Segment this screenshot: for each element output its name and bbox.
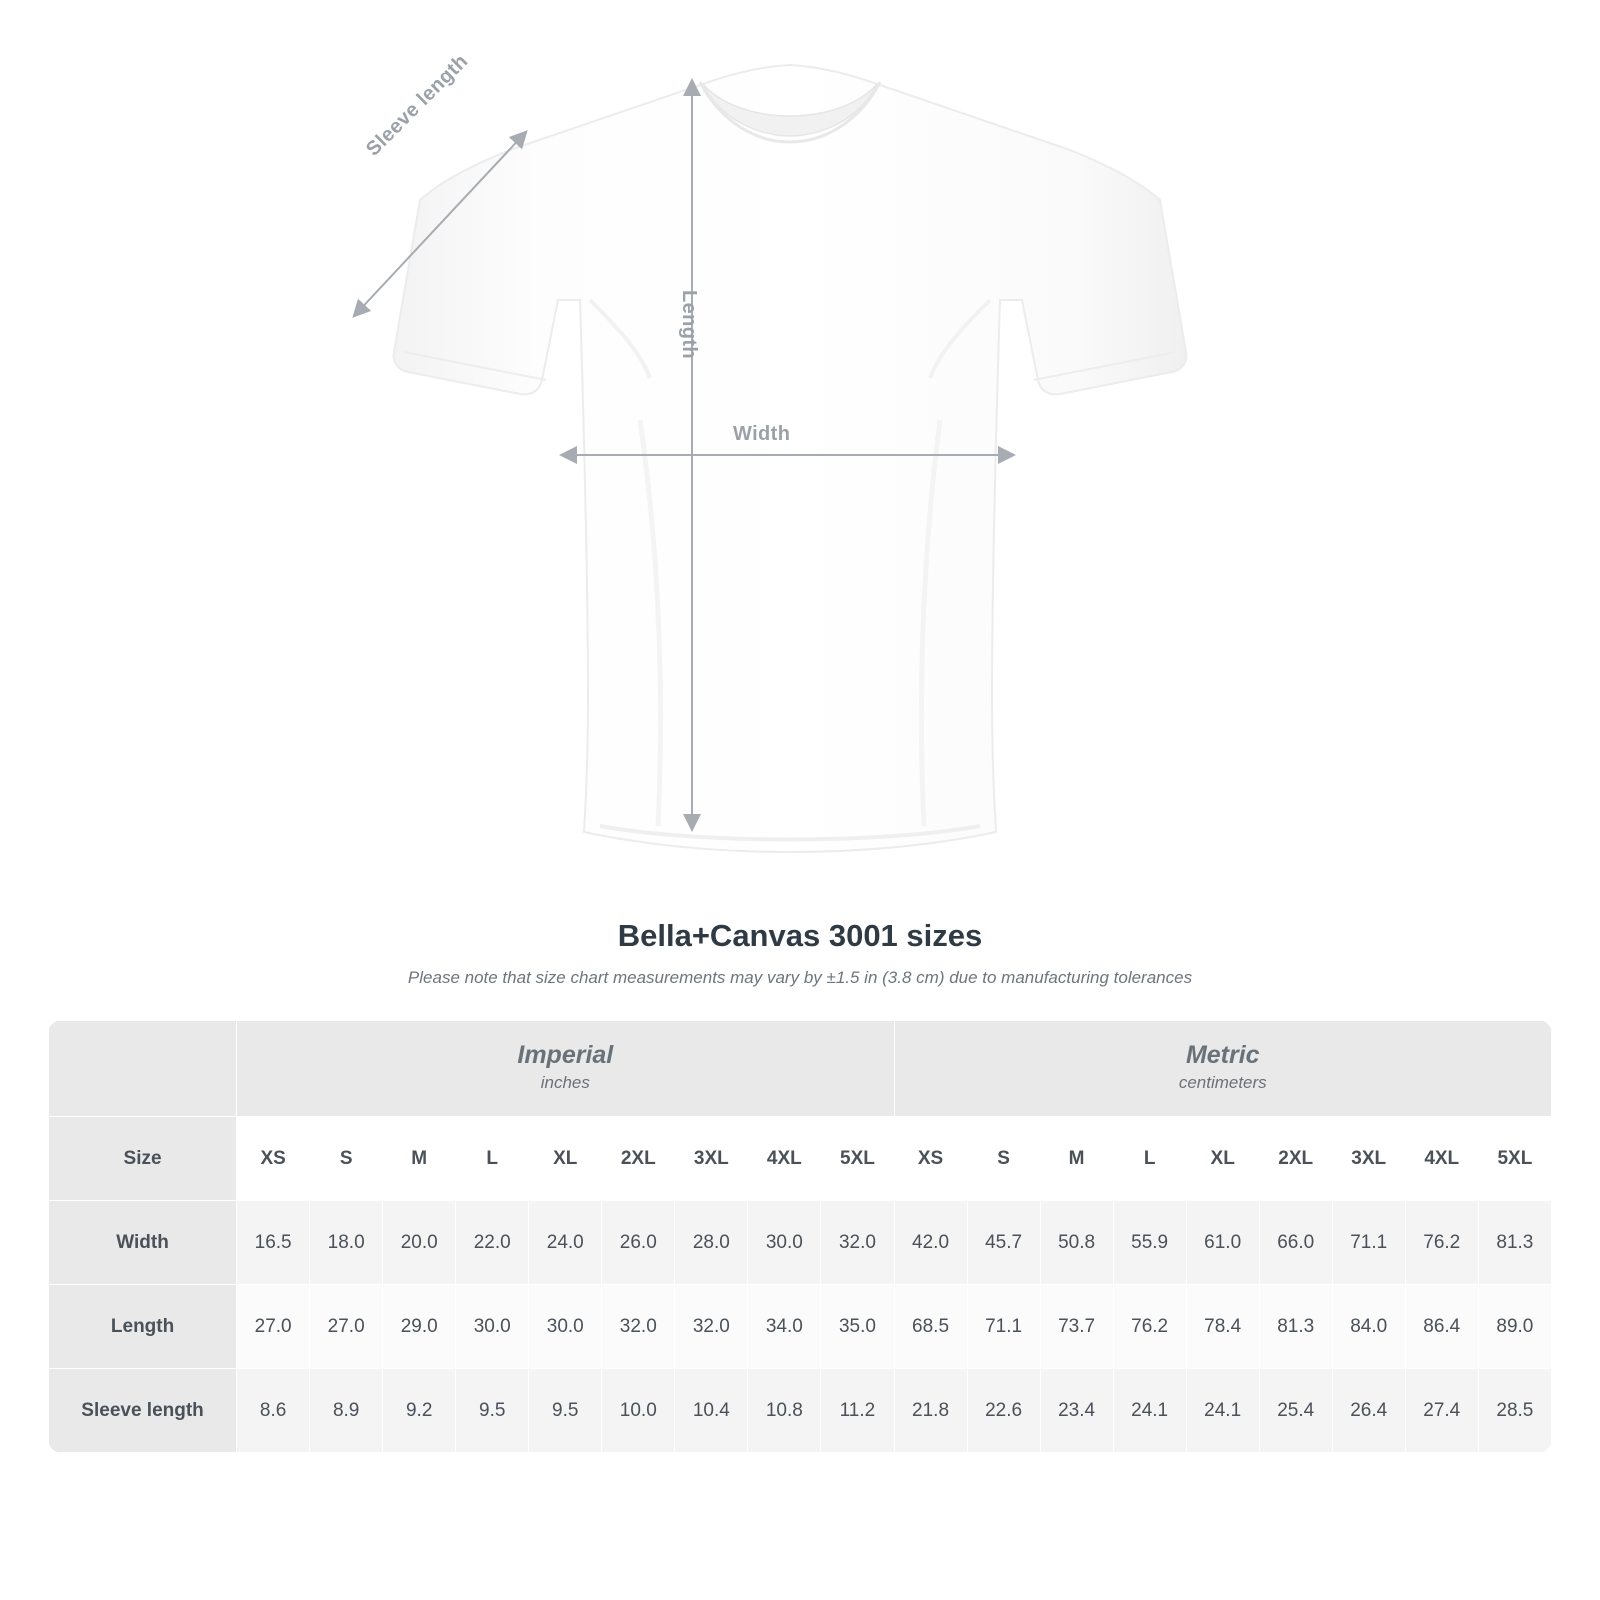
cell-width-imperial-3xl: 28.0 [675,1201,748,1285]
cell-length-metric-s: 71.1 [967,1285,1040,1369]
cell-width-imperial-m: 20.0 [383,1201,456,1285]
cell-sleeve-imperial-s: 8.9 [310,1369,383,1453]
cell-sleeve-imperial-xl: 9.5 [529,1369,602,1453]
cell-sleeve-metric-m: 23.4 [1040,1369,1113,1453]
unit-header-row [49,1021,1552,1117]
size-header-metric-xl: XL [1186,1117,1259,1201]
size-header-metric-xs: XS [894,1117,967,1201]
table-row [49,1285,1552,1369]
size-header-row [49,1117,1552,1201]
cell-length-metric-5xl: 89.0 [1478,1285,1551,1369]
size-header-imperial-2xl: 2XL [602,1117,675,1201]
cell-length-metric-xs: 68.5 [894,1285,967,1369]
cell-sleeve-imperial-l: 9.5 [456,1369,529,1453]
size-header-imperial-3xl: 3XL [675,1117,748,1201]
cell-sleeve-imperial-2xl: 10.0 [602,1369,675,1453]
tshirt-shape [394,65,1187,852]
cell-length-imperial-5xl: 35.0 [821,1285,894,1369]
row-label-length: Length [49,1285,237,1369]
cell-width-metric-5xl: 81.3 [1478,1201,1551,1285]
cell-length-imperial-l: 30.0 [456,1285,529,1369]
unit-subtitle-metric: centimeters [1178,1073,1267,1093]
cell-sleeve-metric-2xl: 25.4 [1259,1369,1332,1453]
cell-sleeve-imperial-xs: 8.6 [237,1369,310,1453]
cell-width-imperial-2xl: 26.0 [602,1201,675,1285]
unit-header-spacer [49,1021,237,1117]
unit-title-imperial: Imperial [517,1040,614,1069]
size-header-imperial-s: S [310,1117,383,1201]
cell-width-metric-3xl: 71.1 [1332,1201,1405,1285]
cell-sleeve-metric-3xl: 26.4 [1332,1369,1405,1453]
cell-width-imperial-5xl: 32.0 [821,1201,894,1285]
unit-header-metric [894,1021,1551,1117]
size-header-imperial-xl: XL [529,1117,602,1201]
size-header-imperial-m: M [383,1117,456,1201]
size-header-metric-m: M [1040,1117,1113,1201]
table-row [49,1201,1552,1285]
cell-length-metric-2xl: 81.3 [1259,1285,1332,1369]
cell-length-imperial-m: 29.0 [383,1285,456,1369]
length-dimension-label: Length [678,290,700,360]
cell-length-metric-3xl: 84.0 [1332,1285,1405,1369]
tolerance-note: Please note that size chart measurements may vary by ±1.5 in (3.8 cm) due to manufacturing tolerances [407,968,1193,987]
cell-width-imperial-xl: 24.0 [529,1201,602,1285]
cell-width-imperial-4xl: 30.0 [748,1201,821,1285]
cell-sleeve-imperial-4xl: 10.8 [748,1369,821,1453]
cell-length-metric-m: 73.7 [1040,1285,1113,1369]
cell-length-metric-4xl: 86.4 [1405,1285,1478,1369]
cell-sleeve-metric-xs: 21.8 [894,1369,967,1453]
row-label-sleeve-length: Sleeve length [49,1369,237,1453]
size-header-imperial-4xl: 4XL [748,1117,821,1201]
cell-width-metric-2xl: 66.0 [1259,1201,1332,1285]
unit-header-imperial [237,1021,894,1117]
cell-sleeve-imperial-m: 9.2 [383,1369,456,1453]
unit-subtitle-imperial: inches [540,1073,590,1093]
cell-width-metric-4xl: 76.2 [1405,1201,1478,1285]
sleeve-length-dimension-label: Sleeve length [362,50,473,161]
unit-title-metric: Metric [1185,1040,1260,1069]
cell-width-metric-l: 55.9 [1113,1201,1186,1285]
page-title: Bella+Canvas 3001 sizes [617,918,983,953]
size-header-metric-2xl: 2XL [1259,1117,1332,1201]
cell-width-imperial-l: 22.0 [456,1201,529,1285]
cell-length-imperial-3xl: 32.0 [675,1285,748,1369]
size-header-metric-4xl: 4XL [1405,1117,1478,1201]
size-header-metric-l: L [1113,1117,1186,1201]
cell-length-imperial-4xl: 34.0 [748,1285,821,1369]
cell-length-imperial-2xl: 32.0 [602,1285,675,1369]
cell-length-metric-l: 76.2 [1113,1285,1186,1369]
size-header-imperial-5xl: 5XL [821,1117,894,1201]
cell-width-imperial-s: 18.0 [310,1201,383,1285]
width-dimension-label: Width [733,423,791,445]
cell-sleeve-imperial-5xl: 11.2 [821,1369,894,1453]
cell-sleeve-metric-s: 22.6 [967,1369,1040,1453]
cell-sleeve-metric-4xl: 27.4 [1405,1369,1478,1453]
cell-sleeve-metric-l: 24.1 [1113,1369,1186,1453]
row-label-width: Width [49,1201,237,1285]
cell-length-imperial-xl: 30.0 [529,1285,602,1369]
cell-length-metric-xl: 78.4 [1186,1285,1259,1369]
cell-sleeve-metric-xl: 24.1 [1186,1369,1259,1453]
size-header-label: Size [49,1117,237,1201]
cell-width-imperial-xs: 16.5 [237,1201,310,1285]
cell-width-metric-s: 45.7 [967,1201,1040,1285]
cell-width-metric-m: 50.8 [1040,1201,1113,1285]
size-header-metric-5xl: 5XL [1478,1117,1551,1201]
cell-width-metric-xl: 61.0 [1186,1201,1259,1285]
cell-length-imperial-s: 27.0 [310,1285,383,1369]
size-header-metric-s: S [967,1117,1040,1201]
size-header-imperial-xs: XS [237,1117,310,1201]
size-table-wrapper [48,1020,1552,1453]
table-row [49,1369,1552,1453]
size-table [48,1020,1552,1453]
cell-sleeve-imperial-3xl: 10.4 [675,1369,748,1453]
cell-sleeve-metric-5xl: 28.5 [1478,1369,1551,1453]
size-header-metric-3xl: 3XL [1332,1117,1405,1201]
cell-width-metric-xs: 42.0 [894,1201,967,1285]
cell-length-imperial-xs: 27.0 [237,1285,310,1369]
size-header-imperial-l: L [456,1117,529,1201]
